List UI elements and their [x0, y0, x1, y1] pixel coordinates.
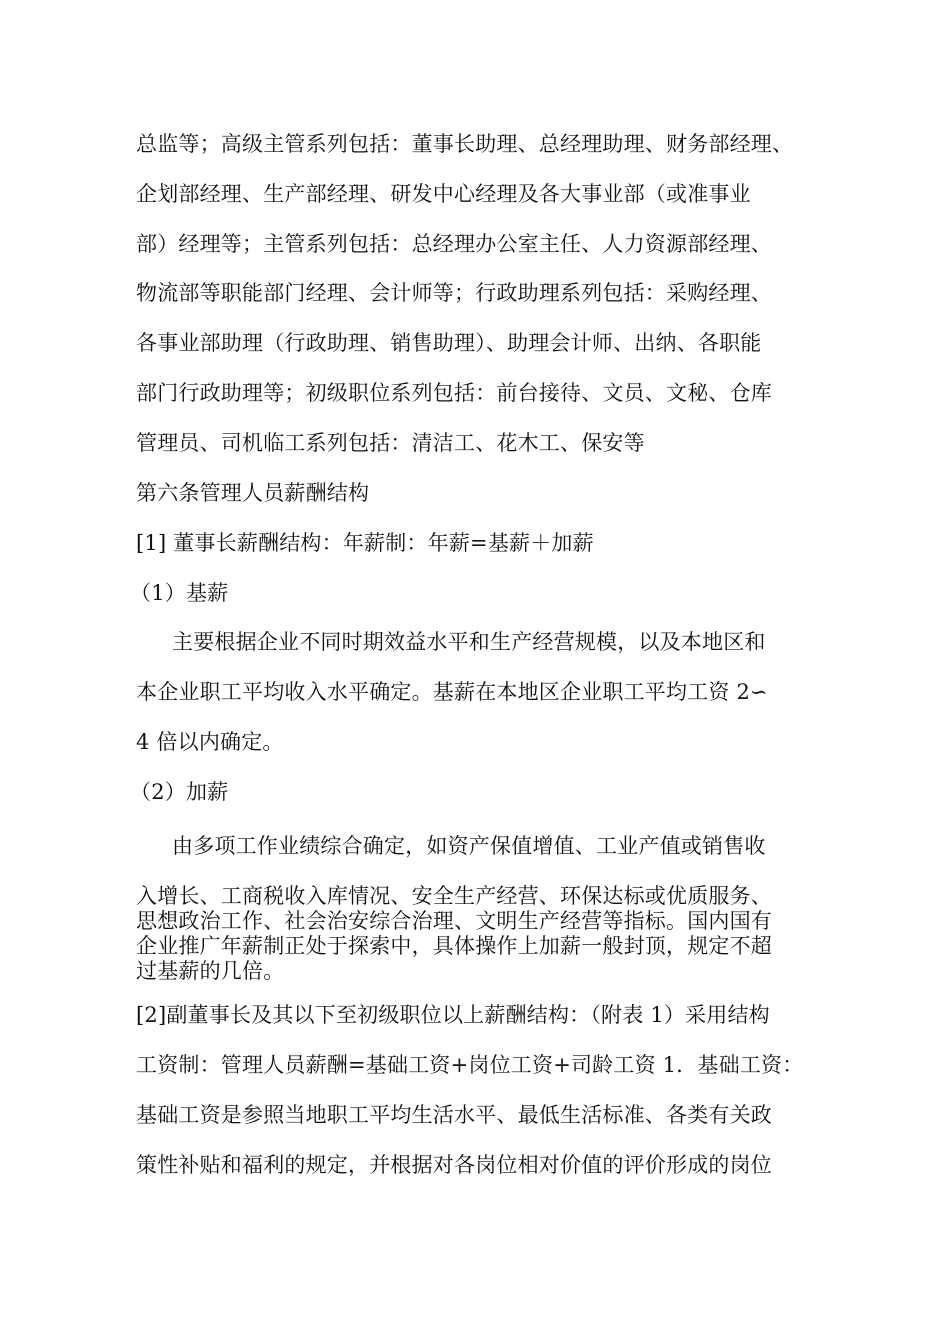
text-line: 4 倍以内确定。 [136, 730, 284, 754]
item-heading: （2）加薪 [130, 780, 229, 804]
section-heading: 第六条管理人员薪酬结构 [136, 481, 370, 505]
text-line: 策性补贴和福利的规定，并根据对各岗位相对价值的评价形成的岗位 [136, 1153, 772, 1177]
text-line: 企业推广年薪制正处于探索中，具体操作上加薪一般封顶，规定不超 [136, 934, 772, 958]
text-line: 物流部等职能部门经理、会计师等；行政助理系列包括：采购经理、 [136, 281, 772, 305]
text-line: 总监等；高级主管系列包括：董事长助理、总经理助理、财务部经理、 [136, 132, 794, 156]
item-heading: （1）基薪 [130, 581, 229, 605]
text-line: 入增长、工商税收入库情况、安全生产经营、环保达标或优质服务、 [136, 884, 772, 908]
text-line: 企划部经理、生产部经理、研发中心经理及各大事业部（或准事业 [136, 182, 751, 206]
text-line: 工资制：管理人员薪酬=基础工资+岗位工资+司龄工资 1．基础工资： [136, 1053, 804, 1077]
subsection-heading: [1] 董事长薪酬结构：年薪制：年薪=基薪＋加薪 [136, 531, 594, 555]
text-line: 思想政治工作、社会治安综合治理、文明生产经营等指标。国内国有 [136, 909, 772, 933]
subsection-heading: [2]副董事长及其以下至初级职位以上薪酬结构：（附表 1）采用结构 [136, 1003, 770, 1027]
text-line: 本企业职工平均收入水平确定。基薪在本地区企业职工平均工资 2∽ [136, 680, 768, 704]
text-line: 部）经理等；主管系列包括：总经理办公室主任、人力资源部经理、 [136, 232, 772, 256]
text-line: 各事业部助理（行政助理、销售助理）、助理会计师、出纳、各职能 [136, 331, 762, 355]
text-line: 部门行政助理等；初级职位系列包括：前台接待、文员、文秘、仓库 [136, 381, 772, 405]
text-line: 基础工资是参照当地职工平均生活水平、最低生活标准、各类有关政 [136, 1103, 772, 1127]
text-line: 主要根据企业不同时期效益水平和生产经营规模，以及本地区和 [172, 630, 766, 654]
text-line: 过基薪的几倍。 [136, 959, 285, 983]
text-line: 由多项工作业绩综合确定，如资产保值增值、工业产值或销售收 [172, 834, 766, 858]
text-line: 管理员、司机临工系列包括：清洁工、花木工、保安等 [136, 431, 645, 455]
